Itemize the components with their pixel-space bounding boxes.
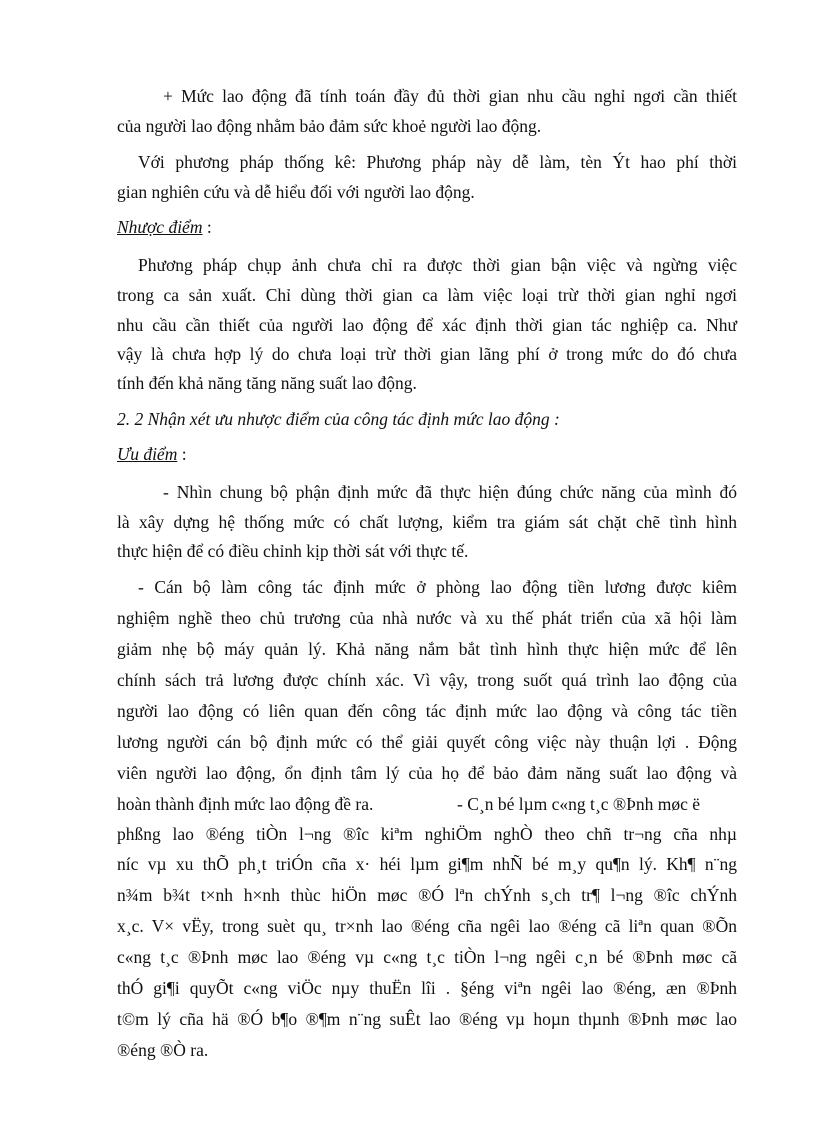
garbled-line-5: c«ng t¸c ®Þnh møc lao ®éng vµ c«ng t¸c tiÒn l¬ng ngêi c¸n bé ®Þnh møc cã [117, 947, 737, 967]
advantages-heading [117, 442, 737, 466]
paragraph-3-line-2: trong ca sản xuất. Chỉ dùng thời gian ca làm việc loại trừ thời gian nghỉ ngơi [117, 285, 737, 305]
garbled-line-0: - C¸n bé lµm c«ng t¸c ®Þnh møc ë [457, 794, 701, 814]
paragraph-2-line-2: gian nghiên cứu và dễ hiểu đối với người lao động. [117, 182, 475, 202]
paragraph-4-line-2: là xây dựng hệ thống mức có chất lượng, kiểm tra giám sát chặt chẽ tình hình [117, 512, 737, 532]
paragraph-5-line-2: nghiệm nghề theo chủ trương của nhà nước và xu thế phát triển của xã hội làm [117, 608, 737, 628]
paragraph-5-line-3: giảm nhẹ bộ máy quản lý. Khả năng nắm bắt tình hình thực hiện mức để lên [117, 639, 737, 659]
paragraph-2-line-1: Với phương pháp thống kê: Phương pháp này dễ làm, tèn Ýt hao phí thời [138, 152, 737, 172]
garbled-line-3: n¾m b¾t t×nh h×nh thùc hiÖn møc ®Ó lªn chÝnh s¸ch tr¶ l¬ng ®îc chÝnh [117, 885, 737, 905]
paragraph-3-line-4: vậy là chưa hợp lý do chưa loại trừ thời gian lãng phí ở trong mức do đó chưa [117, 344, 737, 364]
garbled-line-8: ®éng ®Ò ra. [117, 1040, 209, 1060]
paragraph-1-line-1: + Mức lao động đã tính toán đầy đủ thời gian nhu cầu nghỉ ngơi cần thiết [163, 86, 737, 106]
section-heading: 2. 2 Nhận xét ưu nhược điểm của công tác định mức lao động : [117, 409, 560, 429]
paragraph-5-line-1: - Cán bộ làm công tác định mức ở phòng lao động tiền lương được kiêm [138, 577, 737, 597]
paragraph-5-line-5: người lao động có liên quan đến công tác định mức lao động và công tác tiền [117, 701, 737, 721]
paragraph-1-line-2: của người lao động nhằm bảo đảm sức khoẻ người lao động. [117, 116, 542, 136]
advantages-label: Ưu điểm [117, 444, 178, 464]
paragraph-5-line-7: viên người lao động, ổn định tâm lý của họ để bảo đảm năng suất lao động và [117, 763, 737, 783]
paragraph-4-line-3: thực hiện để có điều chỉnh kịp thời sát với thực tế. [117, 541, 469, 561]
garbled-line-7: t©m lý cña hä ®Ó b¶o ®¶m n¨ng suÊt lao ®éng vµ hoµn thµnh ®Þnh møc lao [117, 1009, 737, 1029]
paragraph-5-line-8-start: hoàn thành định mức lao động đề ra. [117, 794, 374, 814]
paragraph-3-line-3: nhu cầu cần thiết của người lao động để xác định thời gian tác nghiệp ca. Như [117, 315, 737, 335]
garbled-line-6: thÓ gi¶i quyÕt c«ng viÖc nµy thuËn lîi . §éng viªn ngêi lao ®éng, æn ®Þnh [117, 978, 737, 998]
paragraph-5-line-6: lương người cán bộ định mức có thể giải quyết công việc này thuận lợi . Động [117, 732, 737, 752]
advantages-colon: : [177, 444, 187, 464]
paragraph-5-line-4: chính sách trả lương được chính xác. Vì vậy, trong suốt quá trình lao động của [117, 670, 737, 690]
garbled-line-4: x¸c. V× vËy, trong suèt qu¸ tr×nh lao ®éng cña ngêi lao ®éng cã liªn quan ®Õn [117, 916, 737, 936]
paragraph-4-line-1: - Nhìn chung bộ phận định mức đã thực hiện đúng chức năng của mình đó [163, 482, 737, 502]
disadvantages-label: Nhược điểm [117, 217, 203, 237]
garbled-line-1: phßng lao ®éng tiÒn l¬ng ®îc kiªm nghiÖm nghÒ theo chñ tr¬ng cña nhµ [117, 824, 737, 844]
disadvantages-colon: : [202, 217, 212, 237]
paragraph-3-line-5: tính đến khả năng tăng năng suất lao động. [117, 373, 417, 393]
paragraph-3-line-1: Phương pháp chụp ảnh chưa chỉ ra được thời gian bận việc và ngừng việc [138, 255, 737, 275]
disadvantages-heading [117, 215, 737, 239]
garbled-line-2: níc vµ xu thÕ ph¸t triÓn cña x· héi lµm gi¶m nhÑ bé m¸y qu¶n lý. Kh¶ n¨ng [117, 854, 737, 874]
